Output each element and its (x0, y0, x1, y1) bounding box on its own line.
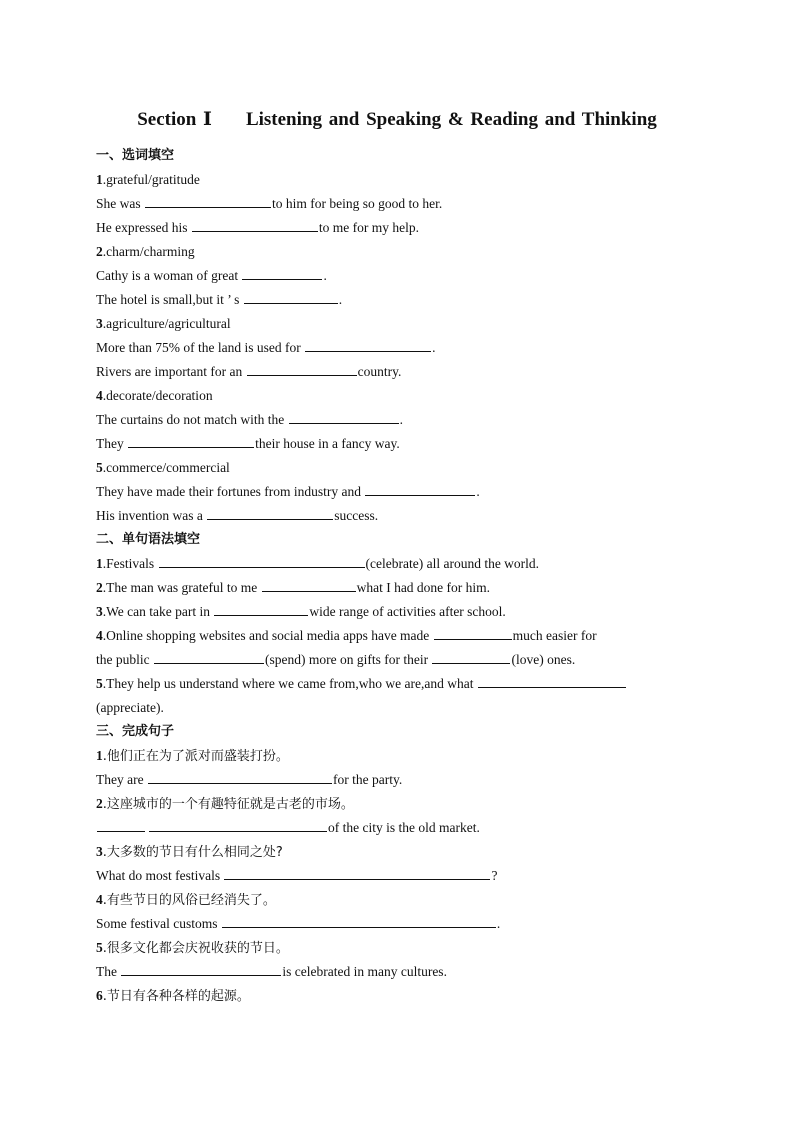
answer-blank[interactable] (224, 865, 490, 880)
grammar-item: 3.We can take part in wide range of activities after school. (96, 600, 506, 624)
answer-blank[interactable] (192, 217, 318, 232)
chinese-prompt: 4.有些节日的风俗已经消失了。 (96, 892, 276, 908)
chinese-prompt: 1.他们正在为了派对而盛装打扮。 (96, 748, 289, 764)
exercise-sentence: Cathy is a woman of great . (96, 264, 327, 288)
part2-heading: 二、单句语法填空 (96, 532, 201, 547)
answer-blank[interactable] (97, 817, 145, 832)
exercise-sentence: His invention was a success. (96, 504, 378, 528)
exercise-sentence: She was to him for being so good to her. (96, 192, 442, 216)
answer-blank[interactable] (432, 649, 510, 664)
answer-blank[interactable] (305, 337, 431, 352)
section-label: Section Ⅰ (137, 109, 212, 130)
answer-blank[interactable] (154, 649, 264, 664)
section-subtitle: Listening and Speaking & Reading and Thinking (245, 109, 657, 130)
word-pair: 1.grateful/gratitude (96, 172, 200, 187)
chinese-prompt: 6.节日有各种各样的起源。 (96, 988, 250, 1004)
answer-blank[interactable] (214, 601, 308, 616)
word-pair: 5.commerce/commercial (96, 460, 230, 475)
answer-blank[interactable] (289, 409, 399, 424)
answer-blank[interactable] (207, 505, 333, 520)
grammar-item: 2.The man was grateful to me what I had done for him. (96, 576, 490, 600)
answer-blank[interactable] (159, 553, 365, 568)
part1-heading: 一、选词填空 (96, 148, 175, 163)
exercise-sentence: The hotel is small,but it ’ s . (96, 288, 342, 312)
answer-blank[interactable] (145, 193, 271, 208)
grammar-item: 1.Festivals (celebrate) all around the world. (96, 552, 539, 576)
answer-blank[interactable] (244, 289, 338, 304)
answer-blank[interactable] (149, 817, 327, 832)
exercise-sentence: They have made their fortunes from industry and . (96, 480, 480, 504)
answer-blank[interactable] (128, 433, 254, 448)
answer-blank[interactable] (148, 769, 332, 784)
exercise-sentence: The curtains do not match with the . (96, 408, 403, 432)
chinese-prompt: 5.很多文化都会庆祝收获的节日。 (96, 940, 289, 956)
exercise-sentence: Rivers are important for an country. (96, 360, 401, 384)
grammar-item: 4.Online shopping websites and social media apps have made much easier for (96, 624, 597, 648)
chinese-prompt: 2.这座城市的一个有趣特征就是古老的市场。 (96, 796, 354, 812)
grammar-item: 5.They help us understand where we came from,who we are,and what (96, 672, 627, 696)
sentence-completion: of the city is the old market. (96, 816, 480, 840)
answer-blank[interactable] (434, 625, 512, 640)
sentence-completion: What do most festivals ? (96, 864, 497, 888)
answer-blank[interactable] (242, 265, 322, 280)
answer-blank[interactable] (222, 913, 496, 928)
grammar-item-continued: the public (spend) more on gifts for their (love) ones. (96, 648, 575, 672)
answer-blank[interactable] (247, 361, 357, 376)
sentence-completion: They are for the party. (96, 768, 402, 792)
word-pair: 4.decorate/decoration (96, 388, 213, 403)
answer-blank[interactable] (478, 673, 626, 688)
word-pair: 3.agriculture/agricultural (96, 316, 231, 331)
answer-blank[interactable] (121, 961, 281, 976)
exercise-sentence: More than 75% of the land is used for . (96, 336, 435, 360)
part3-heading: 三、完成句子 (96, 724, 175, 739)
sentence-completion: The is celebrated in many cultures. (96, 960, 447, 984)
answer-blank[interactable] (365, 481, 475, 496)
page-title (0, 108, 794, 131)
exercise-sentence: He expressed his to me for my help. (96, 216, 419, 240)
exercise-sentence: They their house in a fancy way. (96, 432, 400, 456)
word-pair: 2.charm/charming (96, 244, 195, 259)
sentence-completion: Some festival customs . (96, 912, 500, 936)
grammar-item-continued: (appreciate). (96, 700, 164, 715)
answer-blank[interactable] (262, 577, 356, 592)
chinese-prompt: 3.大多数的节日有什么相同之处? (96, 844, 283, 860)
